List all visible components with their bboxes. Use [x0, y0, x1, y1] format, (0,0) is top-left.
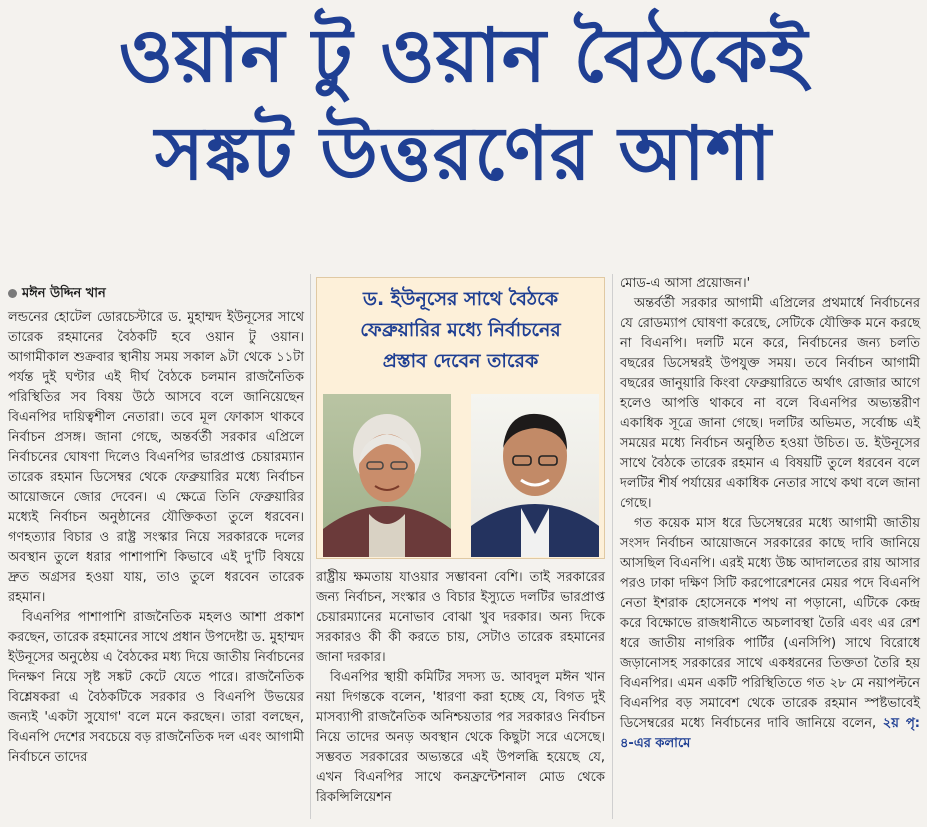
bullet-icon — [8, 289, 17, 298]
byline — [8, 284, 106, 305]
portrait-photo-2 — [471, 394, 599, 557]
article-column-1 — [8, 308, 304, 768]
portrait-photo-1 — [323, 394, 451, 557]
paragraph — [620, 514, 920, 754]
paragraph-text: গত কয়েক মাস ধরে ডিসেম্বরের মধ্যে আগামী জাতীয় সংসদ নির্বাচন আয়োজনে সরকারের কাছে দাবি জানিয়ে আসছিল বিএনপি। এরই মধ্যে উচ্চ আদালতের রায় আসার পরও ঢাকা দক্ষিণ সিটি করপোরেশনের মেয়র পদে বিএনপি নেতা ইশরাক হোসেনকে শপথ না পড়ানো, এটিকে কেন্দ্র করে বিক্ষোভে রাজধানীতে অচলাবস্থা তৈরি এবং এর রেশ ধরে জাতীয় নাগরিক পার্টির (এনসিপি) সাথে বিরোধে জড়ানোসহ সরকারের সাথে একধরনের তিক্ততা তৈরি হয় বিএনপির। এমন একটি পরিস্থিতিতে গত ২৮ মে নয়াপল্টনে বিএনপির বড় সমাবেশ থেকে তারেক রহমান স্পষ্টভাবেই ডিসেম্বরের মধ্যে নির্বাচনের দাবি জানিয়ে বলেন, — [620, 516, 920, 731]
paragraph: লন্ডনের হোটেল ডোরচেস্টারে ড. মুহাম্মদ ইউনূসের সাথে তারেক রহমানের বৈঠকটি হবে ওয়ান টু ওয়ান। আগামীকাল শুক্রবার স্থানীয় সময় সকাল ৯টা থেকে ১১টা পর্যন্ত দুই ঘণ্টার এই দীর্ঘ বৈঠকে চলমান রাজনৈতিক পরিস্থিতির সব বিষয় উঠে আসবে বলে জানিয়েছেন বিএনপির দায়িত্বশীল নেতারা। তবে মূল ফোকাস থাকবে নির্বাচন প্রসঙ্গ। জানা গেছে, অন্তর্বর্তী সরকার এপ্রিলে নির্বাচনের ঘোষণা দিলেও বিএনপির ভারপ্রাপ্ত চেয়ারম্যান তারেক রহমান ডিসেম্বর থেকে ফেব্রুয়ারির মধ্যে নির্বাচন আয়োজনে জোর দেবেন। এ ক্ষেত্রে তিনি ফেব্রুয়ারির মধ্যেই নির্বাচন অনুষ্ঠানের যৌক্তিকতা তুলে ধরবেন। গণহত্যার বিচার ও রাষ্ট্র সংস্কার নিয়ে সরকারকে দলের অবস্থান তুলে ধরার পাশাপাশি কিভাবে এই দু'টি বিষয়ে দ্রুত অগ্রসর হওয়া যায়, তাও তুলে ধরবেন তারেক রহমান। — [8, 310, 304, 605]
paragraph: রাষ্ট্রীয় ক্ষমতায় যাওয়ার সম্ভাবনা বেশি। তাই সরকারের জন্য নির্বাচন, সংস্কার ও বিচার ইস্যুতে দলটির ভারপ্রাপ্ত চেয়ারম্যানের মনোভাব বোঝা খুব দরকার। অন্য দিকে সরকারও কী কী করতে চায়, সেটাও তারেক রহমানের জানা দরকার। — [316, 570, 605, 665]
sidebar-title-line: ফেব্রুয়ারির মধ্যে নির্বাচনের — [360, 319, 561, 341]
continuation-note: ২য় পৃ: ৪-এর কলামে — [620, 716, 920, 751]
paragraph: মোড-এ আসা প্রয়োজন।' — [620, 276, 751, 291]
headline — [0, 8, 927, 204]
headline-line-1: ওয়ান টু ওয়ান বৈঠকেই — [118, 13, 809, 99]
byline-author: মঈন উদ্দিন খান — [22, 286, 106, 301]
portrait-1-illustration — [323, 394, 451, 557]
sidebar-title-line: প্রস্তাব দেবেন তারেক — [382, 350, 539, 372]
sidebar-title-line: ড. ইউনূসের সাথে বৈঠকে — [362, 288, 559, 310]
sidebar-box-title — [317, 284, 604, 377]
sidebar-box — [316, 277, 605, 559]
paragraph: বিএনপির পাশাপাশি রাজনৈতিক মহলও আশা প্রকাশ করছেন, তারেক রহমানের সাথে প্রধান উপদেষ্টা ড. মুহাম্মদ ইউনূসের অনুষ্ঠেয় এ বৈঠকের মধ্য দিয়ে জাতীয় নির্বাচনের দিনক্ষণ নিয়ে সৃষ্ট সঙ্কট কেটে যেতে পারে। রাজনৈতিক বিশ্লেষকরা এ বৈঠকটিকে সরকার ও বিএনপি উভয়ের জন্যই 'একটা সুযোগ' বলে মনে করছেন। তারা বলছেন, বিএনপি দেশের সবচেয়ে বড় রাজনৈতিক দল এবং আগামী নির্বাচনে তাদের — [8, 610, 304, 765]
paragraph: অন্তর্বর্তী সরকার আগামী এপ্রিলের প্রথমার্ধে নির্বাচনের যে রোডম্যাপ ঘোষণা করেছে, সেটিকে যৌক্তিক মনে করছে না বিএনপি। দলটি মনে করে, নির্বাচনের জন্য চলতি বছরের ডিসেম্বরই উপযুক্ত সময়। তবে নির্বাচন আগামী বছরের জানুয়ারি কিংবা ফেব্রুয়ারিতে অর্থাৎ রোজার আগে হলেও আপত্তি থাকবে না বলে বিএনপির অভ্যন্তরীণ একাধিক সূত্রে জানা গেছে। দলটির অভিমত, সর্বোচ্চ এই সময়ের মধ্যে নির্বাচন অনুষ্ঠিত হওয়া উচিত। ড. ইউনূসের সাথে বৈঠকে তারেক রহমান এ বিষয়টি তুলে ধরবেন বলে দলটির শীর্ষ পর্যায়ের একাধিক নেতার সাথে কথা বলে জানা গেছে। — [620, 296, 920, 511]
portrait-2-illustration — [471, 394, 599, 557]
headline-line-2: সঙ্কট উত্তরণের আশা — [154, 111, 773, 197]
article-column-3 — [620, 274, 920, 754]
paragraph: বিএনপির স্থায়ী কমিটির সদস্য ড. আবদুল মঈন খান নয়া দিগন্তকে বলেন, 'ধারণা করা হচ্ছে যে, বিগত দুই মাসব্যাপী রাজনৈতিক অনিশ্চয়তার পর সরকারও নির্বাচন নিয়ে তাদের অনড় অবস্থান থেকে কিছুটা সরে এসেছে। সম্ভবত সরকারের অভ্যন্তরে এই উপলব্ধি হয়েছে যে, এখন বিএনপির সাথে কনফ্রন্টেশনাল মোড থেকে রিকন্সিলিয়েশন — [316, 670, 605, 805]
article-column-2 — [316, 568, 605, 808]
column-divider — [310, 274, 311, 819]
column-divider — [612, 274, 613, 819]
